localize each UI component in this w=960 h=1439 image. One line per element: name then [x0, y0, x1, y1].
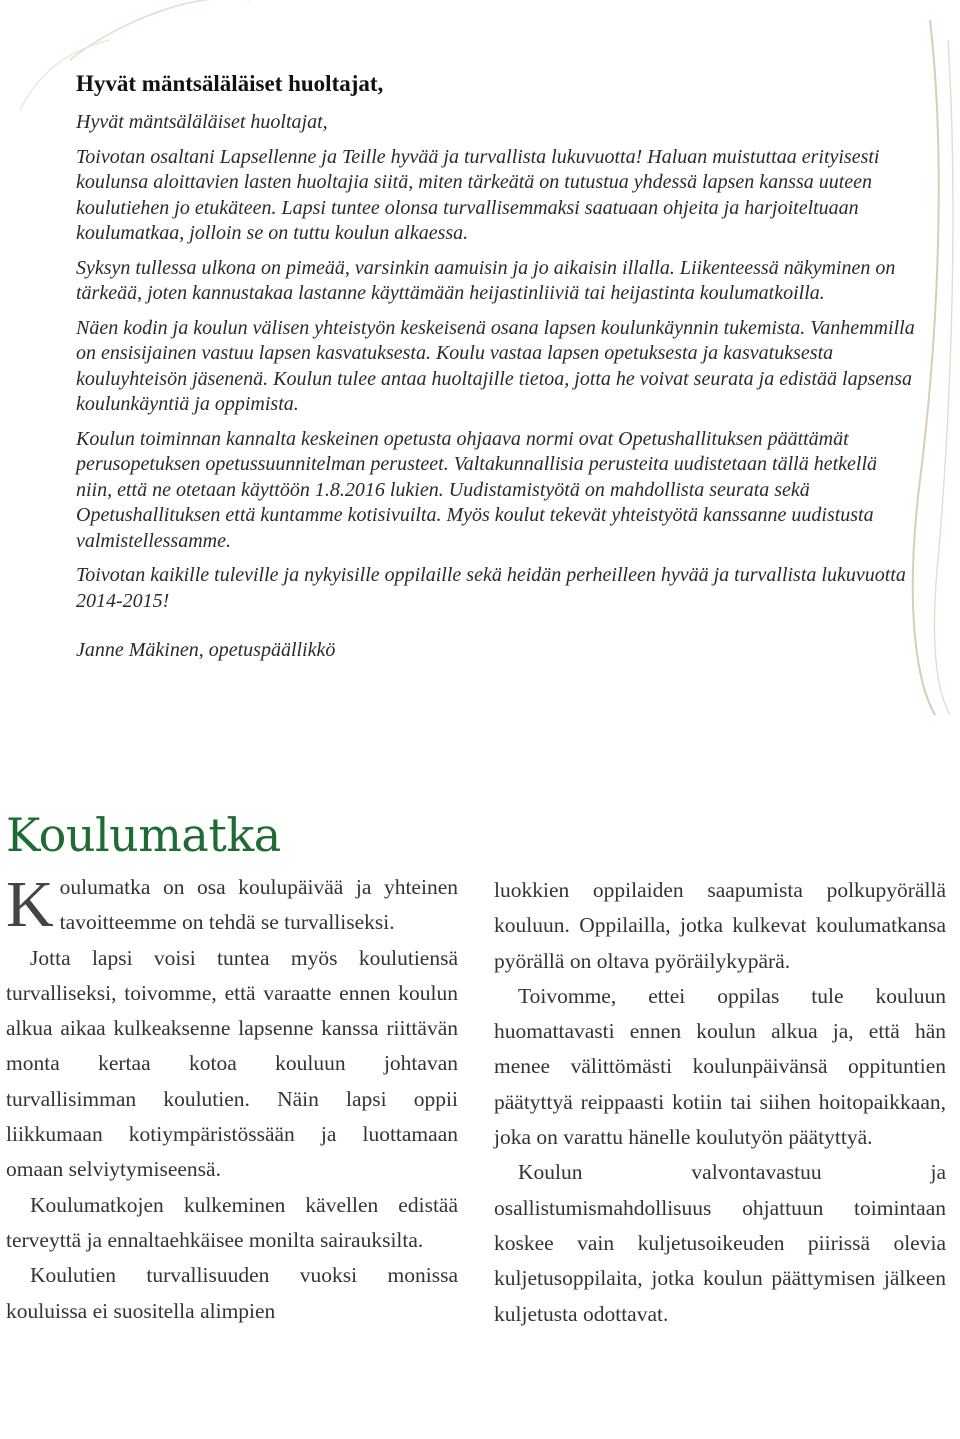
article-paragraph-text: oulumatka on osa koulupäivää ja yhteinen tavoitteemme on tehdä se turvalliseksi.: [59, 875, 458, 935]
article-paragraph: luokkien oppilaiden saapumista polkupyörällä kouluun. Oppilailla, jotka kulkevat koulumatkansa pyörällä on oltava pyöräilykypärä.: [494, 878, 946, 973]
article-paragraph: Koulumatkojen kulkeminen kävellen edistää terveyttä ja ennaltaehkäisee monilta sairauksilta.: [6, 1192, 458, 1252]
letter-paragraph: Koulun toiminnan kannalta keskeinen opetusta ohjaava normi ovat Opetushallituksen päättämät perusopetuksen opetussuunnitelman perusteet. Valtakunnallisia perusteita uudistetaan tällä hetkellä niin, että ne otetaan käyttöön 1.8.2016 lukien. Uudistamistyötä on mahdollista seurata sekä Opetushallituksen että kuntamme kotisivuilta. Myös koulut tekevät yhteistyötä kanssanne uudistusta valmistellessamme.: [76, 427, 878, 552]
drop-cap: K: [6, 868, 54, 941]
letter-paragraph: Syksyn tullessa ulkona on pimeää, varsinkin aamuisin ja jo aikaisin illalla. Liikenteessä näkyminen on tärkeää, joten kannustakaa lastanne käyttämään heijastinliiviä tai heijastinta koulumatkoilla.: [76, 256, 896, 304]
article-paragraph: [6, 870, 458, 941]
article-left-column: [6, 870, 458, 1329]
letter-paragraph: Näen kodin ja koulun välisen yhteistyön keskeisenä osana lapsen koulunkäynnin tukemista. Vanhemmilla on ensisijainen vastuu lapsen kasvatuksesta. Koulu vastaa lapsen opetuksesta ja kasvatuksesta kouluyhteisön jäsenenä. Koulun tulee antaa huoltajille tietoa, jotta he voivat seurata ja edistää lapsensa koulunkäyntiä ja oppimista.: [76, 316, 915, 415]
article-paragraph: Toivomme, ettei oppilas tule kouluun huomattavasti ennen koulun alkua ja, että hän menee välittömästi koulunpäivänsä oppituntien päätyttyä reippaasti kotiin tai siihen hoitopaikkaan, joka on varattu hänelle koulutyön päätyttyä.: [494, 983, 946, 1150]
article-title: Koulumatka: [6, 808, 281, 862]
article-paragraph: Koulun valvontavastuu ja osallistumismahdollisuus ohjattuun toimintaan koskee vain kuljetusoikeuden piirissä olevia kuljetusoppilaita, jotka koulun päättymisen jälkeen kuljetusta odottavat.: [494, 1160, 946, 1326]
article-right-column: [494, 873, 946, 1332]
letter-section: [76, 70, 916, 673]
article-paragraph: Jotta lapsi voisi tuntea myös koulutiensä turvalliseksi, toivomme, että varaatte ennen koulun alkua aikaa kulkeaksenne lapsenne kanssa riittävän monta kertaa kotoa kouluun johtavan turvallisimman koulutien. Näin lapsi oppii liikkumaan kotiympäristössään ja luottamaan omaan selviytymiseensä.: [6, 945, 458, 1182]
letter-paragraph: Toivotan osaltani Lapsellenne ja Teille hyvää ja turvallista lukuvuotta! Haluan muistuttaa erityisesti koulunsa aloittavien lasten huoltajia siitä, miten tärkeätä on tutustua yhdessä lapsen kanssa uuteen koulutiehen jo etukäteen. Lapsi tuntee olonsa turvallisemmaksi saatuaan ohjeita ja harjoiteltuaan koulumatkaa, jolloin se on tuttu koulun alkaessa.: [76, 145, 880, 244]
letter-paragraph: Toivotan kaikille tuleville ja nykyisille oppilaille sekä heidän perheilleen hyvää ja turvallista lukuvuotta 2014-2015!: [76, 564, 906, 612]
letter-heading: Hyvät mäntsäläläiset huoltajat,: [76, 71, 384, 96]
letter-paragraph: Hyvät mäntsäläläiset huoltajat,: [76, 111, 328, 133]
article-paragraph: Koulutien turvallisuuden vuoksi monissa kouluissa ei suositella alimpien: [6, 1263, 458, 1323]
letter-signature: Janne Mäkinen, opetuspäällikkö: [76, 639, 336, 661]
